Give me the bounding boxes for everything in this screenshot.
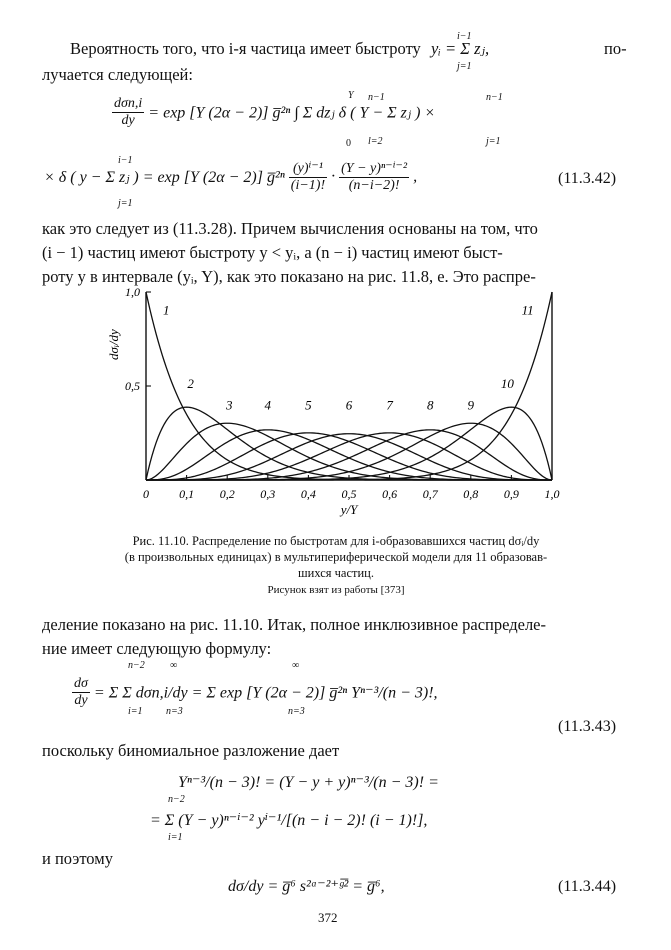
- figure-caption-line1: Рис. 11.10. Распределение по быстротам для i-образовавшихся частиц dσᵢ/dy: [132, 534, 540, 548]
- figure-11-10-chart: [100, 280, 580, 525]
- eq1: [112, 96, 435, 129]
- x-tick-label: 0,1: [179, 487, 195, 501]
- eq2-sum-top: i−1: [118, 155, 133, 166]
- eq2-number: (11.3.42): [558, 170, 617, 187]
- eq3: [72, 676, 438, 709]
- eq4-sum-bot: i=1: [168, 832, 183, 843]
- para5: и поэтому: [42, 849, 113, 868]
- para4: поскольку биномиальное разложение дает: [42, 741, 340, 760]
- x-tick-label: 0,3: [260, 487, 276, 501]
- chart-axes: [146, 292, 552, 480]
- y-axis-label: dσᵢ/dy: [106, 329, 121, 361]
- eq1-sum2-top: n−1: [486, 92, 503, 103]
- curve-label-1: 1: [163, 302, 170, 318]
- para1-sum-top: i−1: [456, 31, 472, 42]
- eq2-frac2-num: (Y − y)ⁿ⁻ⁱ⁻²: [341, 161, 408, 176]
- eq3-sumB-top: ∞: [170, 660, 178, 671]
- x-tick-label: 0,4: [300, 487, 316, 501]
- chart-curves: [146, 292, 552, 480]
- para1-line2: лучается следующей:: [42, 65, 193, 84]
- eq2-part1: × δ ( y − Σ zⱼ ) = exp [Y (2α − 2)] g̅²ⁿ: [44, 169, 285, 186]
- curve-label-11: 11: [521, 302, 534, 318]
- x-tick-label: 0,8: [463, 487, 479, 501]
- eq2-frac2-den: (n−i−2)!: [348, 178, 400, 193]
- para1-line1: [70, 31, 490, 72]
- para1-text: Вероятность того, что i-я частица имеет быстроту: [70, 39, 421, 58]
- eq3-sumC-top: ∞: [292, 660, 300, 671]
- curve-label-8: 8: [426, 397, 434, 413]
- eq3-sumB-bot: n=3: [166, 706, 183, 717]
- eq3-lhs-num: dσ: [74, 676, 88, 691]
- x-tick-label: 0,7: [422, 487, 438, 501]
- curve-11: [146, 292, 552, 480]
- curve-9: [146, 423, 552, 480]
- x-tick-label: 0,9: [503, 487, 519, 501]
- eq4-sum-top: n−2: [168, 794, 185, 805]
- eq3-lhs-fraction: [72, 676, 90, 709]
- para2-line3: роту y в интервале (yᵢ, Y), как это показано на рис. 11.8, е. Это распре-: [42, 267, 536, 286]
- eq4-line2: = Σ (Y − y)ⁿ⁻ⁱ⁻² yⁱ⁻¹/[(n − i − 2)! (i − 1)!],: [150, 812, 428, 829]
- curve-label-2: 2: [187, 375, 194, 391]
- eq2-frac1-num: (y)ⁱ⁻¹: [289, 160, 327, 178]
- x-tick-label: 0: [143, 487, 149, 501]
- curve-label-4: 4: [264, 397, 272, 413]
- eq3-sumA-top: n−2: [128, 660, 145, 671]
- eq3-lhs-den: dy: [74, 693, 88, 708]
- para3-line2: ние имеет следующую формулу:: [42, 639, 272, 658]
- x-tick-label: 0,6: [382, 487, 398, 501]
- eq1-lhs-den: dy: [121, 113, 135, 128]
- curve-label-3: 3: [225, 397, 233, 413]
- page-number: 372: [318, 910, 338, 925]
- figure-source: Рисунок взят из работы [373]: [267, 584, 405, 596]
- eq1-lhs-fraction: [112, 96, 144, 129]
- para1-tail: по-: [604, 39, 627, 58]
- x-tick-label: 0,2: [219, 487, 235, 501]
- para1-yi: [430, 31, 490, 72]
- curve-label-6: 6: [345, 397, 353, 413]
- eq3-number: (11.3.43): [558, 718, 617, 735]
- curve-label-9: 9: [467, 397, 475, 413]
- y-tick-label: 1,0: [125, 285, 140, 299]
- curve-label-10: 10: [500, 375, 514, 391]
- para3-line1: деление показано на рис. 11.10. Итак, полное инклюзивное распределе-: [42, 615, 546, 634]
- eq1-int-bot: 0: [346, 138, 351, 149]
- eq5-number: (11.3.44): [558, 878, 617, 895]
- eq3-sumC-bot: n=3: [288, 706, 305, 717]
- eq3-body: = Σ Σ dσn,i/dy = Σ exp [Y (2α − 2)] g̅²ⁿ Yⁿ⁻³/(n − 3)!,: [93, 684, 438, 702]
- y-tick-label: 0,5: [125, 379, 140, 393]
- eq1-sum1-bot: l=2: [368, 136, 383, 147]
- eq1-sum1-top: n−1: [368, 92, 385, 103]
- chart-labels: [106, 285, 560, 517]
- eq1-rhs: = exp [Y (2α − 2)] g̅²ⁿ ∫ Σ dzⱼ δ ( Y − Σ zⱼ ) ×: [148, 104, 436, 122]
- figure-caption-line3: шихся частиц.: [298, 566, 374, 580]
- curve-label-7: 7: [386, 397, 393, 413]
- curve-label-5: 5: [305, 397, 312, 413]
- eq1-sum2-bot: j=1: [486, 136, 501, 147]
- eq1-lhs-num: dσn,i: [114, 96, 143, 111]
- eq2-frac1: [289, 160, 327, 194]
- eq1-int-top: Y: [348, 90, 354, 101]
- para1-yi-text: yᵢ = Σ zⱼ,: [430, 39, 490, 58]
- eq5: dσ/dy = g̅⁶ s²ᵅ⁻²⁺ᵍ̅² = g̅⁶,: [228, 878, 385, 895]
- figure-caption-line2: (в произвольных единицах) в мультипериферической модели для 11 образовав-: [124, 550, 548, 564]
- eq2-frac1-den: (i−1)!: [290, 178, 326, 193]
- x-axis-label: y/Y: [340, 502, 358, 517]
- eq4-line1: Yⁿ⁻³/(n − 3)! = (Y − y + y)ⁿ⁻³/(n − 3)! =: [178, 774, 439, 791]
- eq2-frac2: [339, 160, 409, 194]
- eq2: × δ ( y − Σ zⱼ ) = exp [Y (2α − 2)] g̅²ⁿ $\frac{\text{(y)ⁱ⁻¹}}{(i-1)!}$ · $\frac{\text{(Y − y)ⁿ⁻ⁱ⁻²}}{(n-i-2)!}$ ,: [44, 161, 418, 193]
- para2-line2: (i − 1) частиц имеют быстроту y < yᵢ, а (n − i) частиц имеют быст-: [42, 243, 503, 262]
- eq3-sumA-bot: i=1: [128, 706, 143, 717]
- para1-sum-bot: j=1: [456, 61, 472, 72]
- x-tick-label: 0,5: [341, 487, 357, 501]
- curve-1: [146, 292, 552, 480]
- eq2-sum-bot: j=1: [118, 198, 133, 209]
- para2-line1: как это следует из (11.3.28). Причем вычисления основаны на том, что: [42, 219, 538, 238]
- x-tick-label: 1,0: [544, 487, 560, 501]
